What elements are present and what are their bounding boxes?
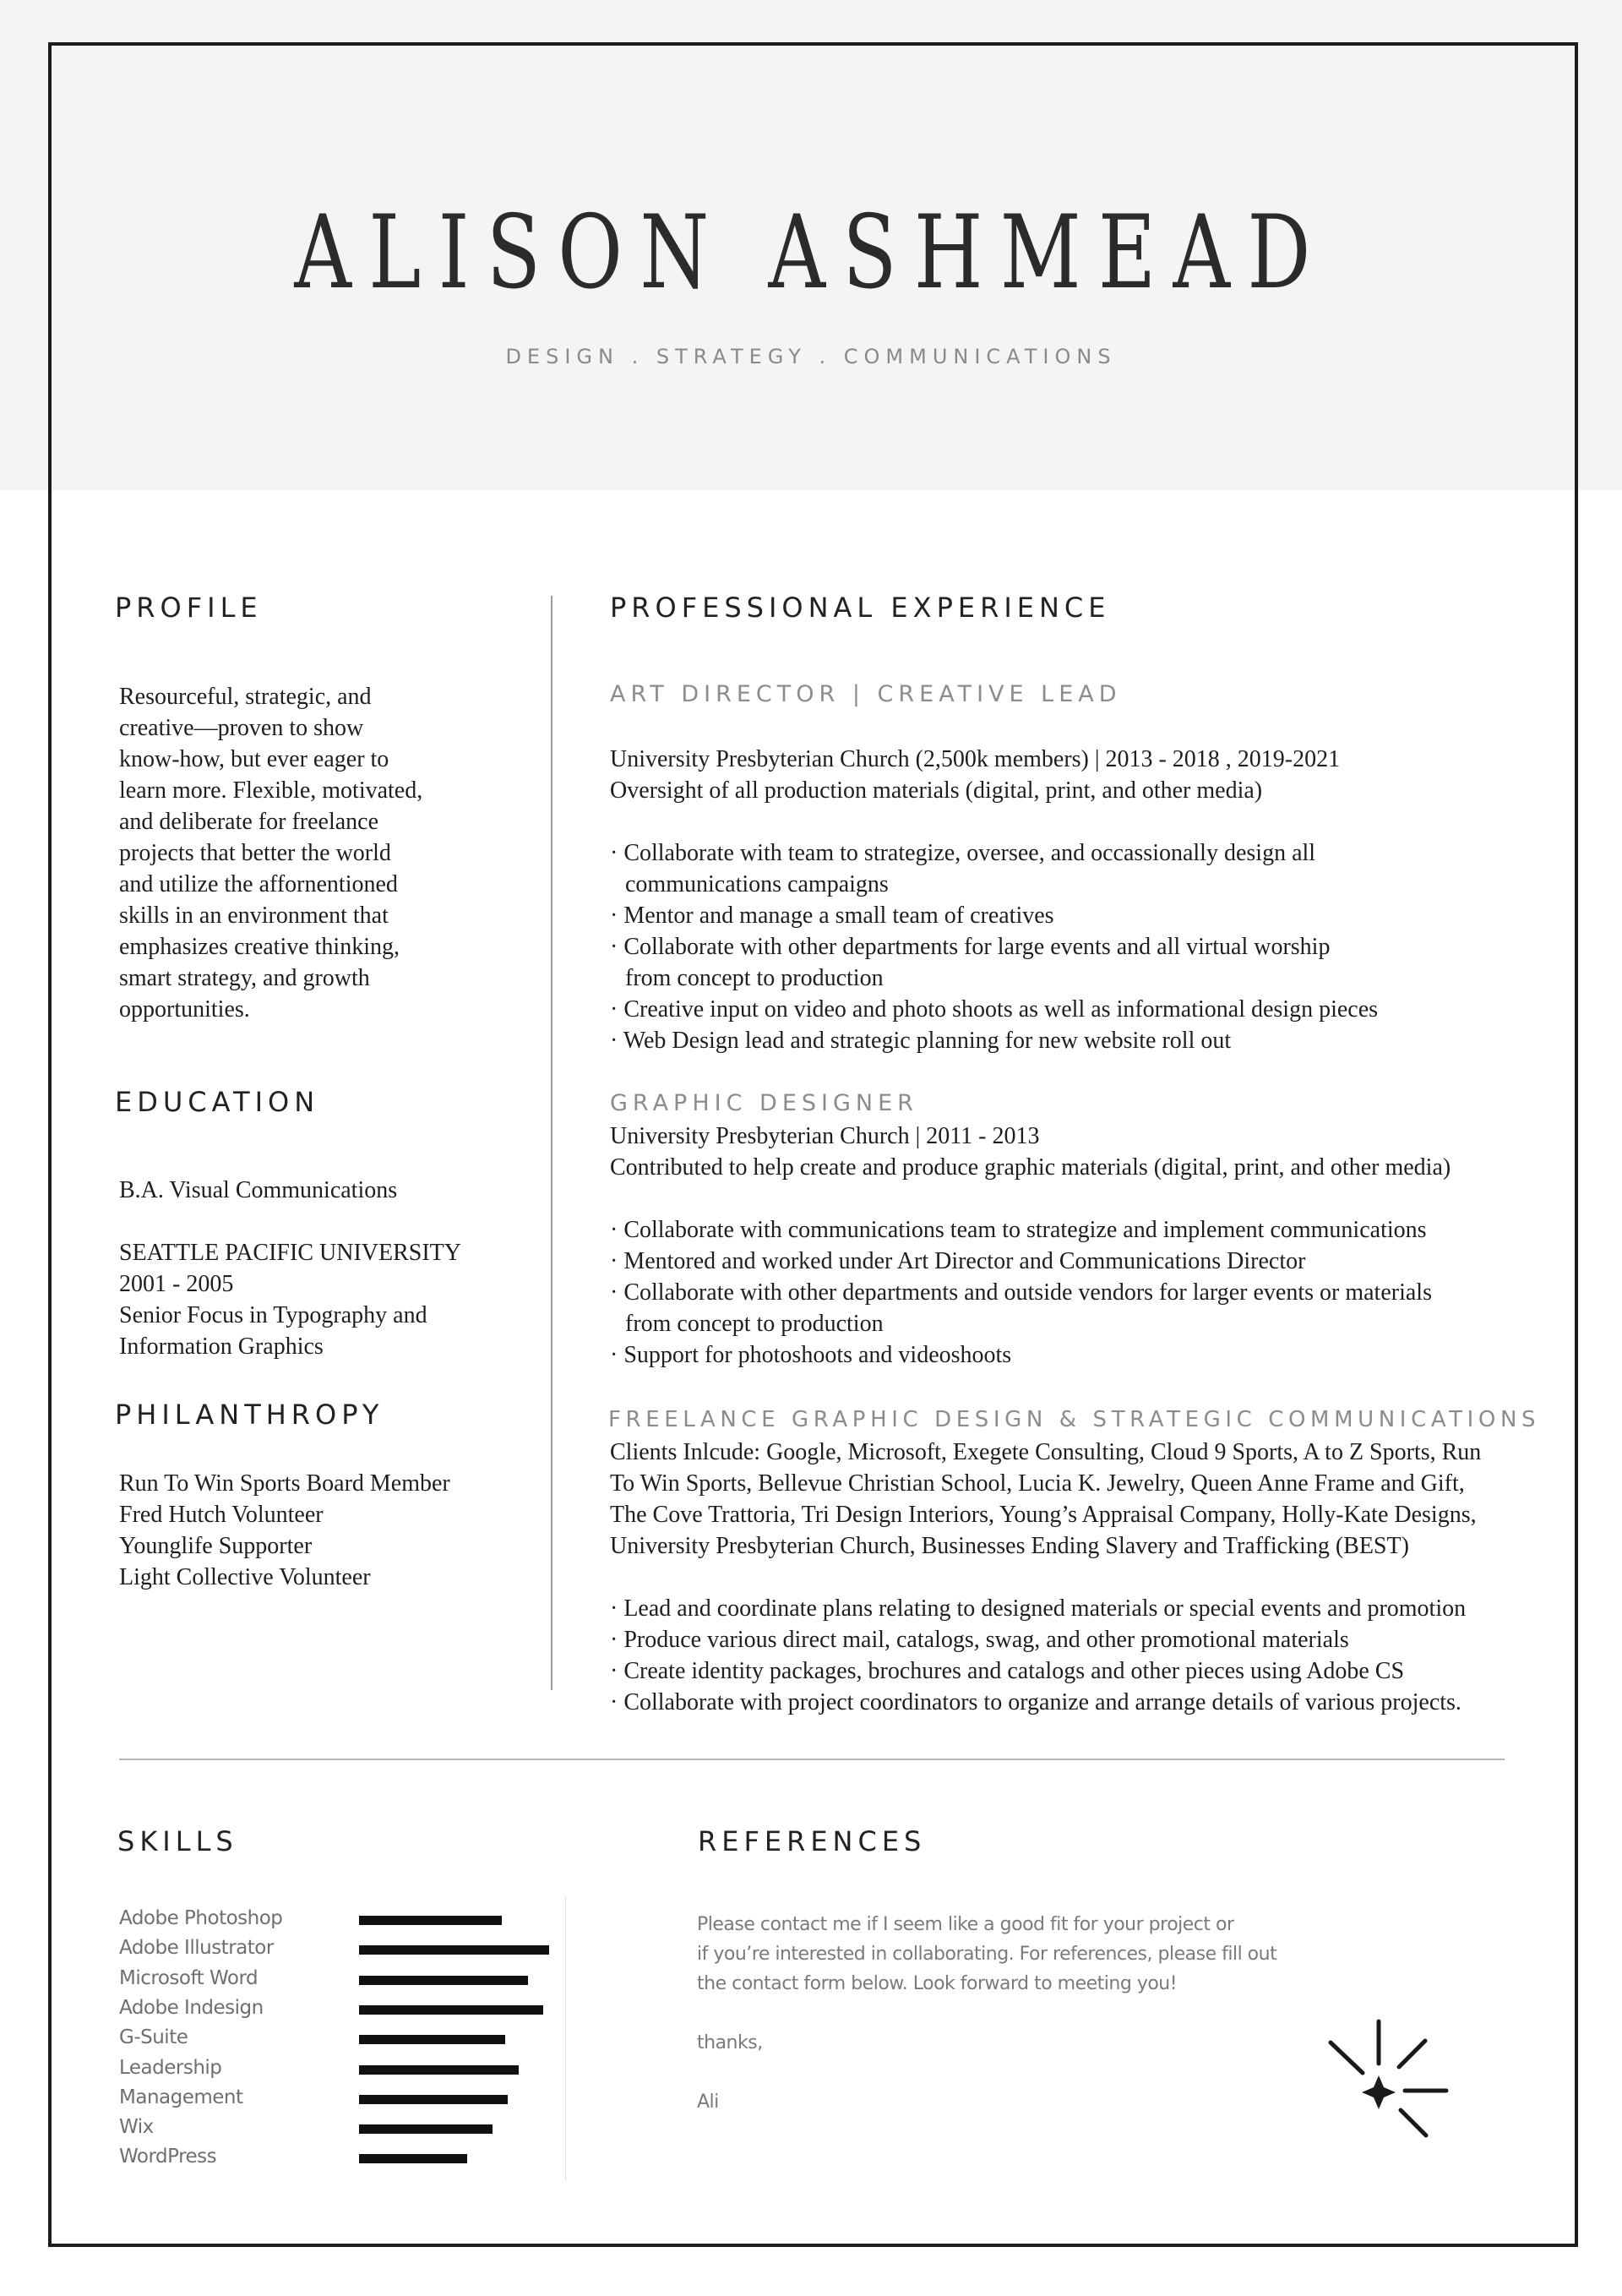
job-details [610, 1437, 1481, 1718]
client-line: To Win Sports, Bellevue Christian School, Lucia K. Jewelry, Queen Anne Frame and Gift, [610, 1470, 1465, 1497]
profile-line: and utilize the affornentioned [119, 871, 398, 897]
skill-name: WordPress [119, 2146, 217, 2168]
job-details [610, 744, 1378, 1056]
skill-level-bar [359, 2154, 467, 2163]
job-details [610, 1121, 1451, 1371]
section-divider [119, 1759, 1505, 1760]
profile-line: smart strategy, and growth [119, 965, 370, 991]
client-line: Clients Inlcude: Google, Microsoft, Exegete Consulting, Cloud 9 Sports, A to Z Sports, Run [610, 1439, 1482, 1465]
philanthropy-list [119, 1468, 450, 1593]
profile-line: know-how, but ever eager to [119, 746, 389, 772]
candidate-name: ALISON ASHMEAD [294, 194, 1328, 312]
profile-line: projects that better the world [119, 840, 391, 866]
skill-name: Adobe Illustrator [119, 1937, 274, 1960]
philanthropy-item: Fred Hutch Volunteer [119, 1502, 324, 1528]
skill-level-bar [359, 2095, 508, 2104]
education-details [119, 1175, 461, 1362]
education-focus: Senior Focus in Typography and [119, 1302, 427, 1328]
philanthropy-heading: PHILANTHROPY [115, 1399, 384, 1431]
references-line: if you’re interested in collaborating. For references, please fill out [697, 1944, 1277, 1965]
profile-text [119, 681, 422, 1025]
job-bullet: · Mentor and manage a small team of creatives [610, 903, 1054, 929]
references-signature: Ali [697, 2091, 719, 2113]
skill-name: G-Suite [119, 2026, 188, 2049]
job-bullet: · Web Design lead and strategic planning for new website roll out [610, 1028, 1232, 1054]
education-focus: Information Graphics [119, 1333, 324, 1360]
job-bullet: from concept to production [625, 1311, 884, 1337]
sparkle-icon [1318, 2011, 1461, 2155]
education-years: 2001 - 2005 [119, 1271, 234, 1297]
references-text [697, 1910, 1276, 2117]
job-bullet: from concept to production [625, 965, 884, 991]
education-school: SEATTLE PACIFIC UNIVERSITY [119, 1240, 461, 1266]
job-bullet: · Collaborate with communications team to strategize and implement communications [610, 1217, 1427, 1243]
skills-heading: SKILLS [117, 1825, 238, 1857]
job-bullet: · Produce various direct mail, catalogs, swag, and other promotional materials [610, 1627, 1349, 1653]
skill-name: Management [119, 2086, 243, 2108]
job-title: ART DIRECTOR | CREATIVE LEAD [610, 681, 1122, 707]
skill-name: Adobe Indesign [119, 1996, 264, 2019]
job-bullet: · Collaborate with other departments for large events and all virtual worship [610, 934, 1331, 960]
experience-heading: PROFESSIONAL EXPERIENCE [610, 592, 1111, 624]
education-degree: B.A. Visual Communications [119, 1177, 398, 1203]
job-bullet: · Support for photoshoots and videoshoots [610, 1342, 1012, 1368]
job-org: University Presbyterian Church | 2011 - 2013 [610, 1123, 1040, 1149]
skill-level-bar [359, 2035, 505, 2044]
profile-line: opportunities. [119, 996, 250, 1023]
job-bullet: · Creative input on video and photo shoots as well as informational design pieces [610, 996, 1379, 1023]
skills-divider [565, 1897, 566, 2180]
skill-name: Adobe Photoshop [119, 1907, 283, 1929]
skill-level-bar [359, 1916, 502, 1925]
references-line: Please contact me if I seem like a good fit for your project or [697, 1914, 1234, 1935]
job-summary: Contributed to help create and produce graphic materials (digital, print, and other media) [610, 1154, 1451, 1181]
job-bullet: · Collaborate with team to strategize, oversee, and occassionally design all [610, 840, 1316, 866]
profile-line: learn more. Flexible, motivated, [119, 777, 423, 804]
skill-name: Wix [119, 2116, 154, 2139]
job-title: FREELANCE GRAPHIC DESIGN & STRATEGIC COMMUNICATIONS [608, 1407, 1541, 1432]
philanthropy-item: Run To Win Sports Board Member [119, 1470, 450, 1497]
profile-line: creative—proven to show [119, 715, 364, 741]
profile-heading: PROFILE [115, 592, 263, 624]
job-org: University Presbyterian Church (2,500k members) | 2013 - 2018 , 2019-2021 [610, 746, 1341, 772]
job-bullet: · Collaborate with project coordinators to organize and arrange details of various projects. [610, 1689, 1461, 1715]
profile-line: and deliberate for freelance [119, 809, 379, 835]
job-bullet: communications campaigns [625, 871, 889, 897]
tagline: DESIGN . STRATEGY . COMMUNICATIONS [505, 345, 1117, 368]
profile-line: Resourceful, strategic, and [119, 684, 372, 710]
job-bullet: · Mentored and worked under Art Director and Communications Director [610, 1248, 1306, 1274]
skill-level-bar [359, 1976, 528, 1985]
education-heading: EDUCATION [115, 1086, 320, 1118]
job-bullet: · Create identity packages, brochures and catalogs and other pieces using Adobe CS [610, 1658, 1405, 1684]
column-divider [551, 596, 552, 1690]
philanthropy-item: Younglife Supporter [119, 1533, 313, 1559]
skill-level-bar [359, 2065, 519, 2075]
profile-line: skills in an environment that [119, 903, 389, 929]
job-title: GRAPHIC DESIGNER [610, 1090, 918, 1116]
job-bullet: · Lead and coordinate plans relating to designed materials or special events and promotion [610, 1595, 1467, 1622]
philanthropy-item: Light Collective Volunteer [119, 1564, 371, 1590]
skill-level-bar [359, 2124, 493, 2134]
skill-level-bar [359, 2005, 543, 2015]
profile-line: emphasizes creative thinking, [119, 934, 400, 960]
job-bullet: · Collaborate with other departments and outside vendors for larger events or materials [610, 1279, 1432, 1306]
skill-level-bar [359, 1945, 549, 1955]
skill-name: Leadership [119, 2056, 222, 2079]
client-line: The Cove Trattoria, Tri Design Interiors, Young’s Appraisal Company, Holly-Kate Designs, [610, 1502, 1477, 1528]
references-heading: REFERENCES [698, 1825, 927, 1857]
references-closing: thanks, [697, 2032, 763, 2053]
references-line: the contact form below. Look forward to meeting you! [697, 1973, 1178, 1994]
client-line: University Presbyterian Church, Businesses Ending Slavery and Trafficking (BEST) [610, 1533, 1409, 1559]
job-summary: Oversight of all production materials (digital, print, and other media) [610, 777, 1263, 804]
skill-name: Microsoft Word [119, 1966, 259, 1989]
